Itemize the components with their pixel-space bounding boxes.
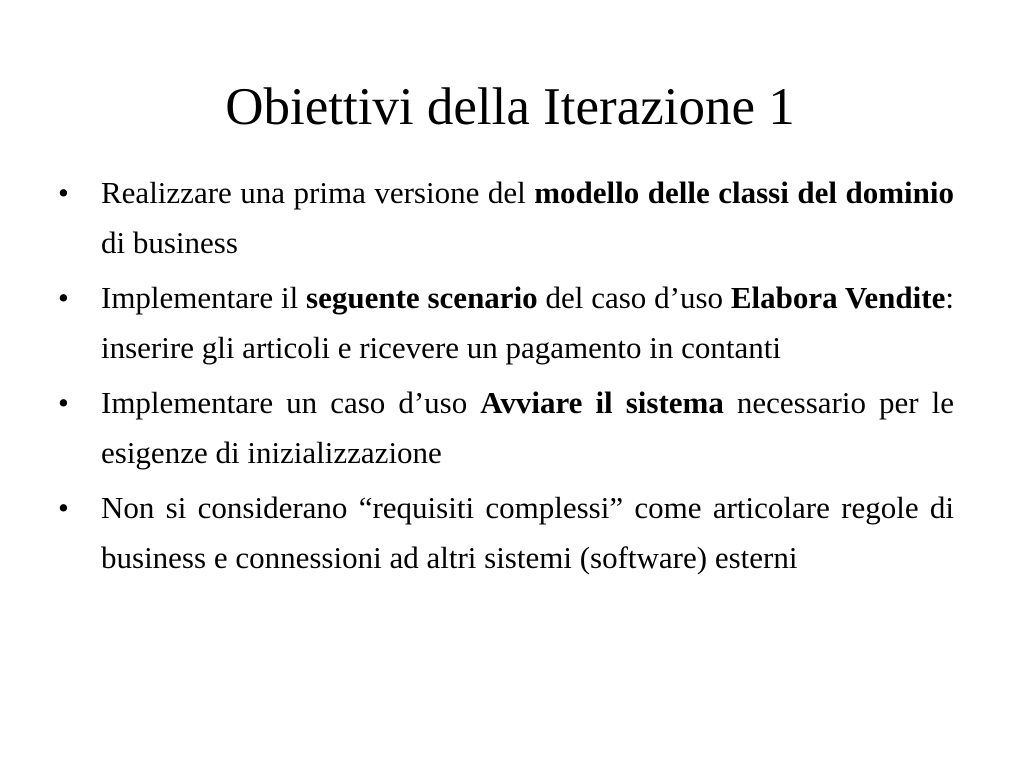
bullet-text: Implementare un caso d’uso <box>101 385 481 420</box>
bullet-item <box>58 168 954 268</box>
bullet-text-bold: modello delle classi del dominio <box>534 175 954 210</box>
bullet-item <box>58 273 954 373</box>
bullet-text-bold: Elabora Vendite <box>730 280 946 315</box>
bullet-item <box>58 483 954 583</box>
bullet-icon: • <box>58 385 69 420</box>
bullet-text: di business <box>101 225 238 260</box>
bullet-text: Implementare il <box>101 280 307 315</box>
bullet-text: Realizzare una prima versione del <box>101 175 535 210</box>
bullet-list <box>58 168 954 588</box>
bullet-text: necessario per le esigenze di inizializzazione <box>101 385 955 470</box>
bullet-text-bold: Avviare il sistema <box>480 385 724 420</box>
bullet-text-bold: seguente scenario <box>306 280 538 315</box>
bullet-icon: • <box>58 175 69 210</box>
bullet-item <box>58 378 954 478</box>
bullet-icon: • <box>58 490 69 525</box>
bullet-text: del caso d’uso <box>537 280 731 315</box>
bullet-icon: • <box>58 280 69 315</box>
slide-title: Obiettivi della Iterazione 1 <box>225 78 795 136</box>
bullet-text: Non si considerano “requisiti complessi” come articolare regole di business e connessioni ad altri sistemi (software) esterni <box>101 490 954 575</box>
bullet-text: : inserire gli articoli e ricevere un pagamento in contanti <box>101 280 954 365</box>
